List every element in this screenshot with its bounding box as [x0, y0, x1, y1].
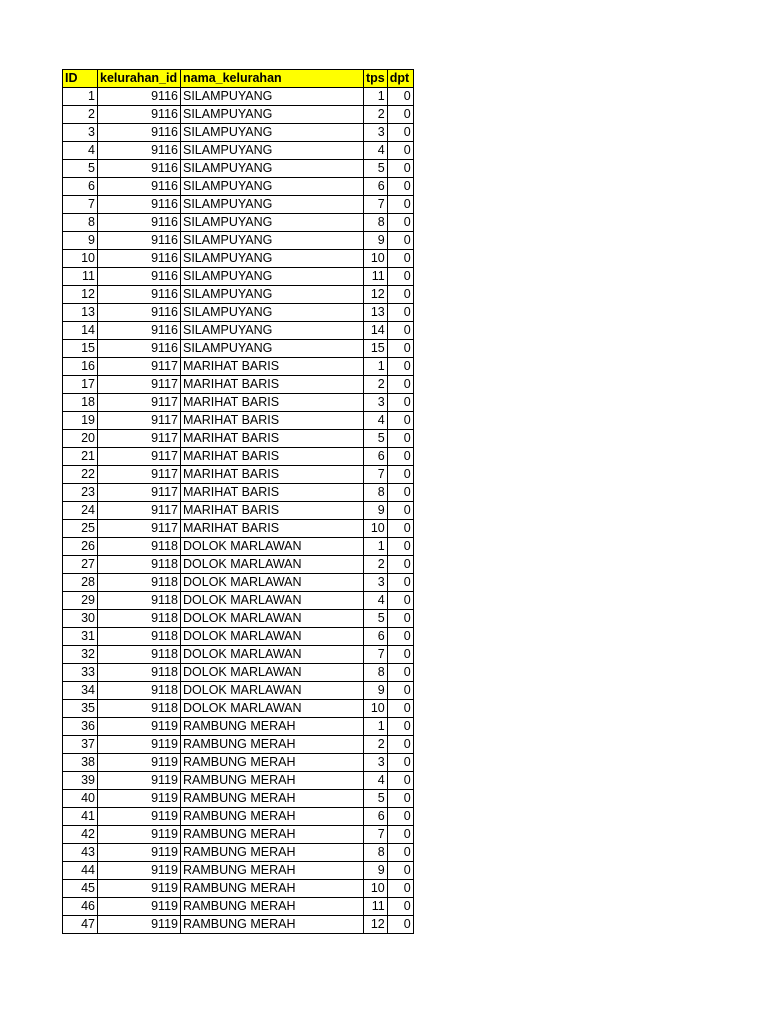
cell-nama-kelurahan[interactable]: SILAMPUYANG — [181, 250, 364, 268]
cell-tps[interactable]: 1 — [364, 88, 388, 106]
cell-nama-kelurahan[interactable]: DOLOK MARLAWAN — [181, 556, 364, 574]
cell-kelurahan-id[interactable]: 9117 — [98, 484, 181, 502]
cell-nama-kelurahan[interactable]: MARIHAT BARIS — [181, 484, 364, 502]
cell-id[interactable]: 13 — [63, 304, 98, 322]
cell-id[interactable]: 10 — [63, 250, 98, 268]
table-row — [63, 700, 414, 718]
cell-dpt[interactable]: 0 — [387, 304, 413, 322]
cell-tps[interactable]: 2 — [364, 556, 388, 574]
cell-tps[interactable]: 7 — [364, 196, 388, 214]
cell-tps[interactable]: 9 — [364, 682, 388, 700]
cell-dpt[interactable]: 0 — [387, 628, 413, 646]
cell-id[interactable]: 35 — [63, 700, 98, 718]
cell-id[interactable]: 5 — [63, 160, 98, 178]
cell-id[interactable]: 32 — [63, 646, 98, 664]
table-row — [63, 304, 414, 322]
cell-dpt[interactable]: 0 — [387, 268, 413, 286]
column-header-tps[interactable]: tps — [364, 70, 388, 88]
cell-nama-kelurahan[interactable]: DOLOK MARLAWAN — [181, 610, 364, 628]
cell-nama-kelurahan[interactable]: DOLOK MARLAWAN — [181, 538, 364, 556]
cell-tps[interactable]: 12 — [364, 916, 388, 934]
cell-id[interactable]: 25 — [63, 520, 98, 538]
table-row — [63, 772, 414, 790]
table-row — [63, 196, 414, 214]
cell-id[interactable]: 37 — [63, 736, 98, 754]
table-row — [63, 574, 414, 592]
table-row — [63, 538, 414, 556]
table-row — [63, 160, 414, 178]
cell-id[interactable]: 44 — [63, 862, 98, 880]
cell-dpt[interactable]: 0 — [387, 664, 413, 682]
cell-kelurahan-id[interactable]: 9118 — [98, 682, 181, 700]
cell-kelurahan-id[interactable]: 9119 — [98, 754, 181, 772]
cell-id[interactable]: 38 — [63, 754, 98, 772]
column-header-kelurahan-id[interactable]: kelurahan_id — [98, 70, 181, 88]
cell-kelurahan-id[interactable]: 9118 — [98, 610, 181, 628]
cell-dpt[interactable]: 0 — [387, 484, 413, 502]
cell-tps[interactable]: 11 — [364, 268, 388, 286]
cell-nama-kelurahan[interactable]: RAMBUNG MERAH — [181, 898, 364, 916]
cell-kelurahan-id[interactable]: 9117 — [98, 376, 181, 394]
cell-id[interactable]: 6 — [63, 178, 98, 196]
cell-dpt[interactable]: 0 — [387, 466, 413, 484]
cell-tps[interactable]: 1 — [364, 538, 388, 556]
cell-tps[interactable]: 3 — [364, 124, 388, 142]
cell-id[interactable]: 36 — [63, 718, 98, 736]
cell-dpt[interactable]: 0 — [387, 106, 413, 124]
cell-tps[interactable]: 15 — [364, 340, 388, 358]
cell-id[interactable]: 17 — [63, 376, 98, 394]
cell-tps[interactable]: 6 — [364, 628, 388, 646]
table-row — [63, 142, 414, 160]
cell-dpt[interactable]: 0 — [387, 88, 413, 106]
cell-kelurahan-id[interactable]: 9116 — [98, 178, 181, 196]
cell-dpt[interactable]: 0 — [387, 448, 413, 466]
cell-id[interactable]: 16 — [63, 358, 98, 376]
table-body — [63, 88, 414, 934]
cell-dpt[interactable]: 0 — [387, 700, 413, 718]
cell-nama-kelurahan[interactable]: MARIHAT BARIS — [181, 412, 364, 430]
header-row — [63, 70, 414, 88]
cell-kelurahan-id[interactable]: 9116 — [98, 250, 181, 268]
cell-kelurahan-id[interactable]: 9118 — [98, 592, 181, 610]
cell-kelurahan-id[interactable]: 9119 — [98, 916, 181, 934]
cell-nama-kelurahan[interactable]: SILAMPUYANG — [181, 268, 364, 286]
cell-nama-kelurahan[interactable]: SILAMPUYANG — [181, 214, 364, 232]
table-row — [63, 358, 414, 376]
cell-id[interactable]: 7 — [63, 196, 98, 214]
table-row — [63, 88, 414, 106]
cell-nama-kelurahan[interactable]: SILAMPUYANG — [181, 340, 364, 358]
cell-tps[interactable]: 6 — [364, 178, 388, 196]
cell-kelurahan-id[interactable]: 9118 — [98, 538, 181, 556]
cell-kelurahan-id[interactable]: 9117 — [98, 448, 181, 466]
table-row — [63, 502, 414, 520]
cell-tps[interactable]: 3 — [364, 394, 388, 412]
cell-tps[interactable]: 6 — [364, 808, 388, 826]
cell-tps[interactable]: 5 — [364, 430, 388, 448]
cell-dpt[interactable]: 0 — [387, 574, 413, 592]
cell-id[interactable]: 11 — [63, 268, 98, 286]
cell-nama-kelurahan[interactable]: DOLOK MARLAWAN — [181, 664, 364, 682]
cell-kelurahan-id[interactable]: 9118 — [98, 664, 181, 682]
cell-kelurahan-id[interactable]: 9119 — [98, 790, 181, 808]
cell-nama-kelurahan[interactable]: RAMBUNG MERAH — [181, 736, 364, 754]
table-row — [63, 286, 414, 304]
cell-nama-kelurahan[interactable]: DOLOK MARLAWAN — [181, 682, 364, 700]
table-row — [63, 754, 414, 772]
cell-kelurahan-id[interactable]: 9119 — [98, 862, 181, 880]
cell-dpt[interactable]: 0 — [387, 556, 413, 574]
cell-nama-kelurahan[interactable]: MARIHAT BARIS — [181, 466, 364, 484]
cell-id[interactable]: 47 — [63, 916, 98, 934]
cell-kelurahan-id[interactable]: 9118 — [98, 574, 181, 592]
cell-nama-kelurahan[interactable]: MARIHAT BARIS — [181, 430, 364, 448]
cell-nama-kelurahan[interactable]: RAMBUNG MERAH — [181, 826, 364, 844]
table-row — [63, 214, 414, 232]
cell-dpt[interactable]: 0 — [387, 880, 413, 898]
cell-dpt[interactable]: 0 — [387, 592, 413, 610]
cell-nama-kelurahan[interactable]: SILAMPUYANG — [181, 142, 364, 160]
cell-id[interactable]: 18 — [63, 394, 98, 412]
cell-kelurahan-id[interactable]: 9116 — [98, 232, 181, 250]
table-row — [63, 862, 414, 880]
table-row — [63, 628, 414, 646]
cell-id[interactable]: 9 — [63, 232, 98, 250]
cell-nama-kelurahan[interactable]: RAMBUNG MERAH — [181, 790, 364, 808]
cell-id[interactable]: 30 — [63, 610, 98, 628]
cell-kelurahan-id[interactable]: 9119 — [98, 772, 181, 790]
cell-tps[interactable]: 9 — [364, 232, 388, 250]
cell-tps[interactable]: 11 — [364, 898, 388, 916]
cell-id[interactable]: 33 — [63, 664, 98, 682]
cell-nama-kelurahan[interactable]: SILAMPUYANG — [181, 160, 364, 178]
cell-nama-kelurahan[interactable]: SILAMPUYANG — [181, 286, 364, 304]
cell-nama-kelurahan[interactable]: RAMBUNG MERAH — [181, 916, 364, 934]
cell-tps[interactable]: 9 — [364, 502, 388, 520]
cell-dpt[interactable]: 0 — [387, 160, 413, 178]
cell-dpt[interactable]: 0 — [387, 808, 413, 826]
cell-dpt[interactable]: 0 — [387, 520, 413, 538]
cell-tps[interactable]: 4 — [364, 142, 388, 160]
cell-kelurahan-id[interactable]: 9116 — [98, 106, 181, 124]
cell-dpt[interactable]: 0 — [387, 142, 413, 160]
cell-tps[interactable]: 4 — [364, 772, 388, 790]
cell-nama-kelurahan[interactable]: RAMBUNG MERAH — [181, 808, 364, 826]
cell-tps[interactable]: 7 — [364, 466, 388, 484]
cell-tps[interactable]: 2 — [364, 106, 388, 124]
cell-tps[interactable]: 8 — [364, 844, 388, 862]
cell-id[interactable]: 26 — [63, 538, 98, 556]
cell-nama-kelurahan[interactable]: SILAMPUYANG — [181, 304, 364, 322]
cell-kelurahan-id[interactable]: 9118 — [98, 646, 181, 664]
cell-dpt[interactable]: 0 — [387, 754, 413, 772]
cell-nama-kelurahan[interactable]: RAMBUNG MERAH — [181, 754, 364, 772]
cell-nama-kelurahan[interactable]: MARIHAT BARIS — [181, 502, 364, 520]
cell-nama-kelurahan[interactable]: DOLOK MARLAWAN — [181, 628, 364, 646]
cell-kelurahan-id[interactable]: 9116 — [98, 322, 181, 340]
cell-id[interactable]: 45 — [63, 880, 98, 898]
table-row — [63, 268, 414, 286]
cell-id[interactable]: 15 — [63, 340, 98, 358]
table-row — [63, 646, 414, 664]
cell-id[interactable]: 2 — [63, 106, 98, 124]
table-row — [63, 106, 414, 124]
cell-nama-kelurahan[interactable]: SILAMPUYANG — [181, 124, 364, 142]
cell-id[interactable]: 29 — [63, 592, 98, 610]
cell-dpt[interactable]: 0 — [387, 214, 413, 232]
cell-kelurahan-id[interactable]: 9116 — [98, 142, 181, 160]
cell-id[interactable]: 23 — [63, 484, 98, 502]
cell-kelurahan-id[interactable]: 9116 — [98, 160, 181, 178]
cell-id[interactable]: 22 — [63, 466, 98, 484]
cell-tps[interactable]: 2 — [364, 736, 388, 754]
cell-tps[interactable]: 4 — [364, 412, 388, 430]
cell-id[interactable]: 3 — [63, 124, 98, 142]
cell-id[interactable]: 14 — [63, 322, 98, 340]
cell-nama-kelurahan[interactable]: SILAMPUYANG — [181, 322, 364, 340]
cell-nama-kelurahan[interactable]: RAMBUNG MERAH — [181, 880, 364, 898]
table-row — [63, 250, 414, 268]
table-row — [63, 682, 414, 700]
cell-nama-kelurahan[interactable]: MARIHAT BARIS — [181, 376, 364, 394]
cell-tps[interactable]: 4 — [364, 592, 388, 610]
cell-tps[interactable]: 10 — [364, 520, 388, 538]
table-row — [63, 430, 414, 448]
cell-kelurahan-id[interactable]: 9119 — [98, 808, 181, 826]
cell-tps[interactable]: 8 — [364, 664, 388, 682]
cell-dpt[interactable]: 0 — [387, 790, 413, 808]
cell-tps[interactable]: 14 — [364, 322, 388, 340]
cell-id[interactable]: 40 — [63, 790, 98, 808]
cell-kelurahan-id[interactable]: 9119 — [98, 880, 181, 898]
table-row — [63, 394, 414, 412]
cell-tps[interactable]: 1 — [364, 358, 388, 376]
table-row — [63, 880, 414, 898]
cell-id[interactable]: 24 — [63, 502, 98, 520]
cell-kelurahan-id[interactable]: 9117 — [98, 358, 181, 376]
cell-kelurahan-id[interactable]: 9119 — [98, 736, 181, 754]
cell-dpt[interactable]: 0 — [387, 394, 413, 412]
cell-dpt[interactable]: 0 — [387, 232, 413, 250]
cell-dpt[interactable]: 0 — [387, 124, 413, 142]
column-header-dpt[interactable]: dpt — [387, 70, 413, 88]
cell-tps[interactable]: 10 — [364, 880, 388, 898]
cell-nama-kelurahan[interactable]: MARIHAT BARIS — [181, 358, 364, 376]
cell-kelurahan-id[interactable]: 9118 — [98, 628, 181, 646]
cell-dpt[interactable]: 0 — [387, 736, 413, 754]
cell-nama-kelurahan[interactable]: RAMBUNG MERAH — [181, 844, 364, 862]
cell-dpt[interactable]: 0 — [387, 538, 413, 556]
cell-nama-kelurahan[interactable]: SILAMPUYANG — [181, 178, 364, 196]
column-header-nama-kelurahan[interactable]: nama_kelurahan — [181, 70, 364, 88]
cell-dpt[interactable]: 0 — [387, 340, 413, 358]
cell-dpt[interactable]: 0 — [387, 916, 413, 934]
cell-id[interactable]: 34 — [63, 682, 98, 700]
column-header-id[interactable]: ID — [63, 70, 98, 88]
table-row — [63, 808, 414, 826]
cell-id[interactable]: 20 — [63, 430, 98, 448]
cell-nama-kelurahan[interactable]: RAMBUNG MERAH — [181, 862, 364, 880]
cell-kelurahan-id[interactable]: 9119 — [98, 718, 181, 736]
cell-tps[interactable]: 5 — [364, 790, 388, 808]
cell-kelurahan-id[interactable]: 9118 — [98, 556, 181, 574]
cell-nama-kelurahan[interactable]: SILAMPUYANG — [181, 106, 364, 124]
table-row — [63, 790, 414, 808]
cell-nama-kelurahan[interactable]: DOLOK MARLAWAN — [181, 574, 364, 592]
cell-tps[interactable]: 8 — [364, 484, 388, 502]
table-row — [63, 736, 414, 754]
table-row — [63, 844, 414, 862]
table-row — [63, 340, 414, 358]
cell-dpt[interactable]: 0 — [387, 376, 413, 394]
cell-dpt[interactable]: 0 — [387, 646, 413, 664]
cell-id[interactable]: 12 — [63, 286, 98, 304]
cell-id[interactable]: 42 — [63, 826, 98, 844]
cell-kelurahan-id[interactable]: 9117 — [98, 430, 181, 448]
cell-nama-kelurahan[interactable]: DOLOK MARLAWAN — [181, 592, 364, 610]
cell-kelurahan-id[interactable]: 9116 — [98, 268, 181, 286]
cell-dpt[interactable]: 0 — [387, 610, 413, 628]
cell-id[interactable]: 31 — [63, 628, 98, 646]
cell-tps[interactable]: 5 — [364, 610, 388, 628]
table-row — [63, 556, 414, 574]
cell-tps[interactable]: 3 — [364, 574, 388, 592]
cell-tps[interactable]: 8 — [364, 214, 388, 232]
table-row — [63, 178, 414, 196]
cell-nama-kelurahan[interactable]: RAMBUNG MERAH — [181, 772, 364, 790]
cell-id[interactable]: 27 — [63, 556, 98, 574]
cell-dpt[interactable]: 0 — [387, 718, 413, 736]
table-row — [63, 826, 414, 844]
cell-tps[interactable]: 7 — [364, 826, 388, 844]
cell-tps[interactable]: 5 — [364, 160, 388, 178]
table-row — [63, 664, 414, 682]
table-row — [63, 376, 414, 394]
cell-dpt[interactable]: 0 — [387, 898, 413, 916]
cell-id[interactable]: 28 — [63, 574, 98, 592]
cell-kelurahan-id[interactable]: 9117 — [98, 412, 181, 430]
cell-nama-kelurahan[interactable]: SILAMPUYANG — [181, 196, 364, 214]
cell-dpt[interactable]: 0 — [387, 772, 413, 790]
cell-id[interactable]: 4 — [63, 142, 98, 160]
cell-tps[interactable]: 9 — [364, 862, 388, 880]
cell-nama-kelurahan[interactable]: MARIHAT BARIS — [181, 520, 364, 538]
cell-nama-kelurahan[interactable]: MARIHAT BARIS — [181, 448, 364, 466]
cell-tps[interactable]: 6 — [364, 448, 388, 466]
cell-kelurahan-id[interactable]: 9117 — [98, 394, 181, 412]
cell-id[interactable]: 39 — [63, 772, 98, 790]
cell-dpt[interactable]: 0 — [387, 412, 413, 430]
cell-id[interactable]: 8 — [63, 214, 98, 232]
cell-id[interactable]: 43 — [63, 844, 98, 862]
cell-dpt[interactable]: 0 — [387, 358, 413, 376]
table-row — [63, 412, 414, 430]
cell-id[interactable]: 19 — [63, 412, 98, 430]
cell-nama-kelurahan[interactable]: SILAMPUYANG — [181, 232, 364, 250]
cell-dpt[interactable]: 0 — [387, 682, 413, 700]
table-row — [63, 898, 414, 916]
cell-kelurahan-id[interactable]: 9119 — [98, 898, 181, 916]
cell-kelurahan-id[interactable]: 9119 — [98, 826, 181, 844]
cell-kelurahan-id[interactable]: 9117 — [98, 502, 181, 520]
table-row — [63, 520, 414, 538]
cell-kelurahan-id[interactable]: 9116 — [98, 286, 181, 304]
cell-kelurahan-id[interactable]: 9116 — [98, 340, 181, 358]
cell-id[interactable]: 41 — [63, 808, 98, 826]
cell-tps[interactable]: 1 — [364, 718, 388, 736]
table-row — [63, 232, 414, 250]
cell-nama-kelurahan[interactable]: DOLOK MARLAWAN — [181, 646, 364, 664]
cell-kelurahan-id[interactable]: 9116 — [98, 88, 181, 106]
cell-dpt[interactable]: 0 — [387, 250, 413, 268]
cell-tps[interactable]: 10 — [364, 250, 388, 268]
table-row — [63, 916, 414, 934]
cell-kelurahan-id[interactable]: 9119 — [98, 844, 181, 862]
cell-id[interactable]: 21 — [63, 448, 98, 466]
cell-id[interactable]: 1 — [63, 88, 98, 106]
table-row — [63, 124, 414, 142]
cell-kelurahan-id[interactable]: 9116 — [98, 124, 181, 142]
cell-dpt[interactable]: 0 — [387, 430, 413, 448]
cell-nama-kelurahan[interactable]: SILAMPUYANG — [181, 88, 364, 106]
cell-kelurahan-id[interactable]: 9117 — [98, 466, 181, 484]
cell-dpt[interactable]: 0 — [387, 844, 413, 862]
cell-nama-kelurahan[interactable]: MARIHAT BARIS — [181, 394, 364, 412]
table-row — [63, 466, 414, 484]
cell-dpt[interactable]: 0 — [387, 502, 413, 520]
cell-id[interactable]: 46 — [63, 898, 98, 916]
cell-dpt[interactable]: 0 — [387, 862, 413, 880]
cell-kelurahan-id[interactable]: 9117 — [98, 520, 181, 538]
cell-tps[interactable]: 13 — [364, 304, 388, 322]
cell-nama-kelurahan[interactable]: RAMBUNG MERAH — [181, 718, 364, 736]
cell-kelurahan-id[interactable]: 9116 — [98, 196, 181, 214]
table-row — [63, 718, 414, 736]
cell-dpt[interactable]: 0 — [387, 826, 413, 844]
table-row — [63, 484, 414, 502]
cell-kelurahan-id[interactable]: 9116 — [98, 214, 181, 232]
cell-dpt[interactable]: 0 — [387, 178, 413, 196]
cell-dpt[interactable]: 0 — [387, 322, 413, 340]
table-row — [63, 610, 414, 628]
table-row — [63, 592, 414, 610]
cell-dpt[interactable]: 0 — [387, 286, 413, 304]
cell-tps[interactable]: 7 — [364, 646, 388, 664]
table-row — [63, 448, 414, 466]
kelurahan-table — [62, 69, 414, 934]
cell-tps[interactable]: 12 — [364, 286, 388, 304]
cell-tps[interactable]: 3 — [364, 754, 388, 772]
cell-nama-kelurahan[interactable]: DOLOK MARLAWAN — [181, 700, 364, 718]
cell-tps[interactable]: 2 — [364, 376, 388, 394]
cell-tps[interactable]: 10 — [364, 700, 388, 718]
cell-kelurahan-id[interactable]: 9118 — [98, 700, 181, 718]
cell-kelurahan-id[interactable]: 9116 — [98, 304, 181, 322]
cell-dpt[interactable]: 0 — [387, 196, 413, 214]
table-row — [63, 322, 414, 340]
